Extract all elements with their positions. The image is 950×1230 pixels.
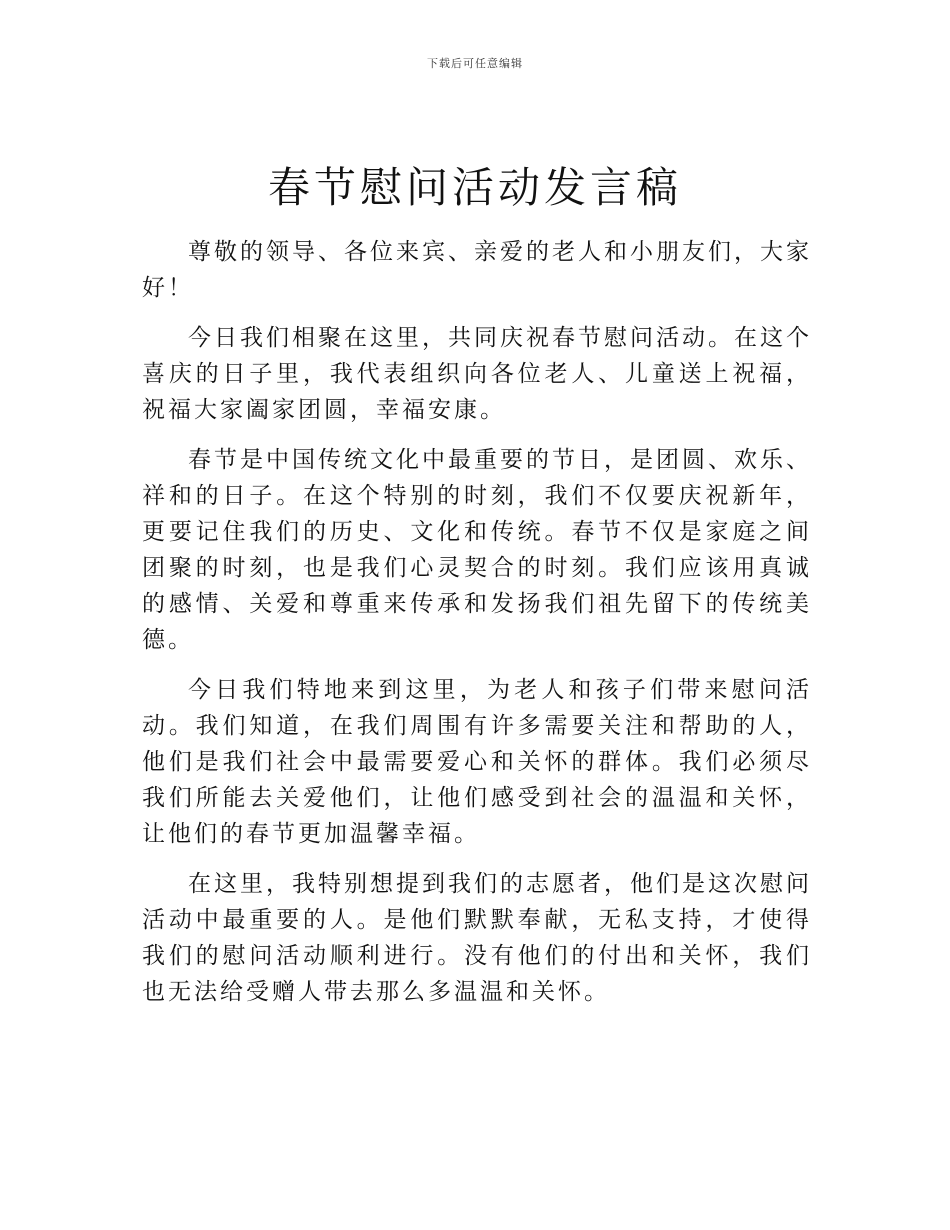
paragraph-volunteers: 在这里，我特别想提到我们的志愿者，他们是这次慰问活动中最重要的人。是他们默默奉献，无私支持，才使得我们的慰问活动顺利进行。没有他们的付出和关怀，我们也无法给受赠人带去那么多温温和关怀。 bbox=[142, 871, 812, 1005]
document-body bbox=[142, 234, 812, 1024]
document-title: 春节慰问活动发言稿 bbox=[267, 163, 682, 212]
paragraph-visit: 今日我们特地来到这里，为老人和孩子们带来慰问活动。我们知道，在我们周围有许多需要关注和帮助的人，他们是我们社会中最需要爱心和关怀的群体。我们必须尽我们所能去关爱他们，让他们感受到社会的温温和关怀，让他们的春节更加温馨幸福。 bbox=[142, 677, 812, 847]
paragraph-greeting: 尊敬的领导、各位来宾、亲爱的老人和小朋友们，大家好！ bbox=[142, 239, 812, 301]
paragraph-spring-festival: 春节是中国传统文化中最重要的节日，是团圆、欢乐、祥和的日子。在这个特别的时刻，我们不仅要庆祝新年，更要记住我们的历史、文化和传统。春节不仅是家庭之间团聚的时刻，也是我们心灵契合的时刻。我们应该用真诚的感情、关爱和尊重来传承和发扬我们祖先留下的传统美德。 bbox=[142, 447, 812, 653]
paragraph-opening: 今日我们相聚在这里，共同庆祝春节慰问活动。在这个喜庆的日子里，我代表组织向各位老人、儿童送上祝福，祝福大家阖家团圆，幸福安康。 bbox=[142, 325, 812, 423]
header-note: 下载后可任意编辑 bbox=[427, 57, 523, 70]
